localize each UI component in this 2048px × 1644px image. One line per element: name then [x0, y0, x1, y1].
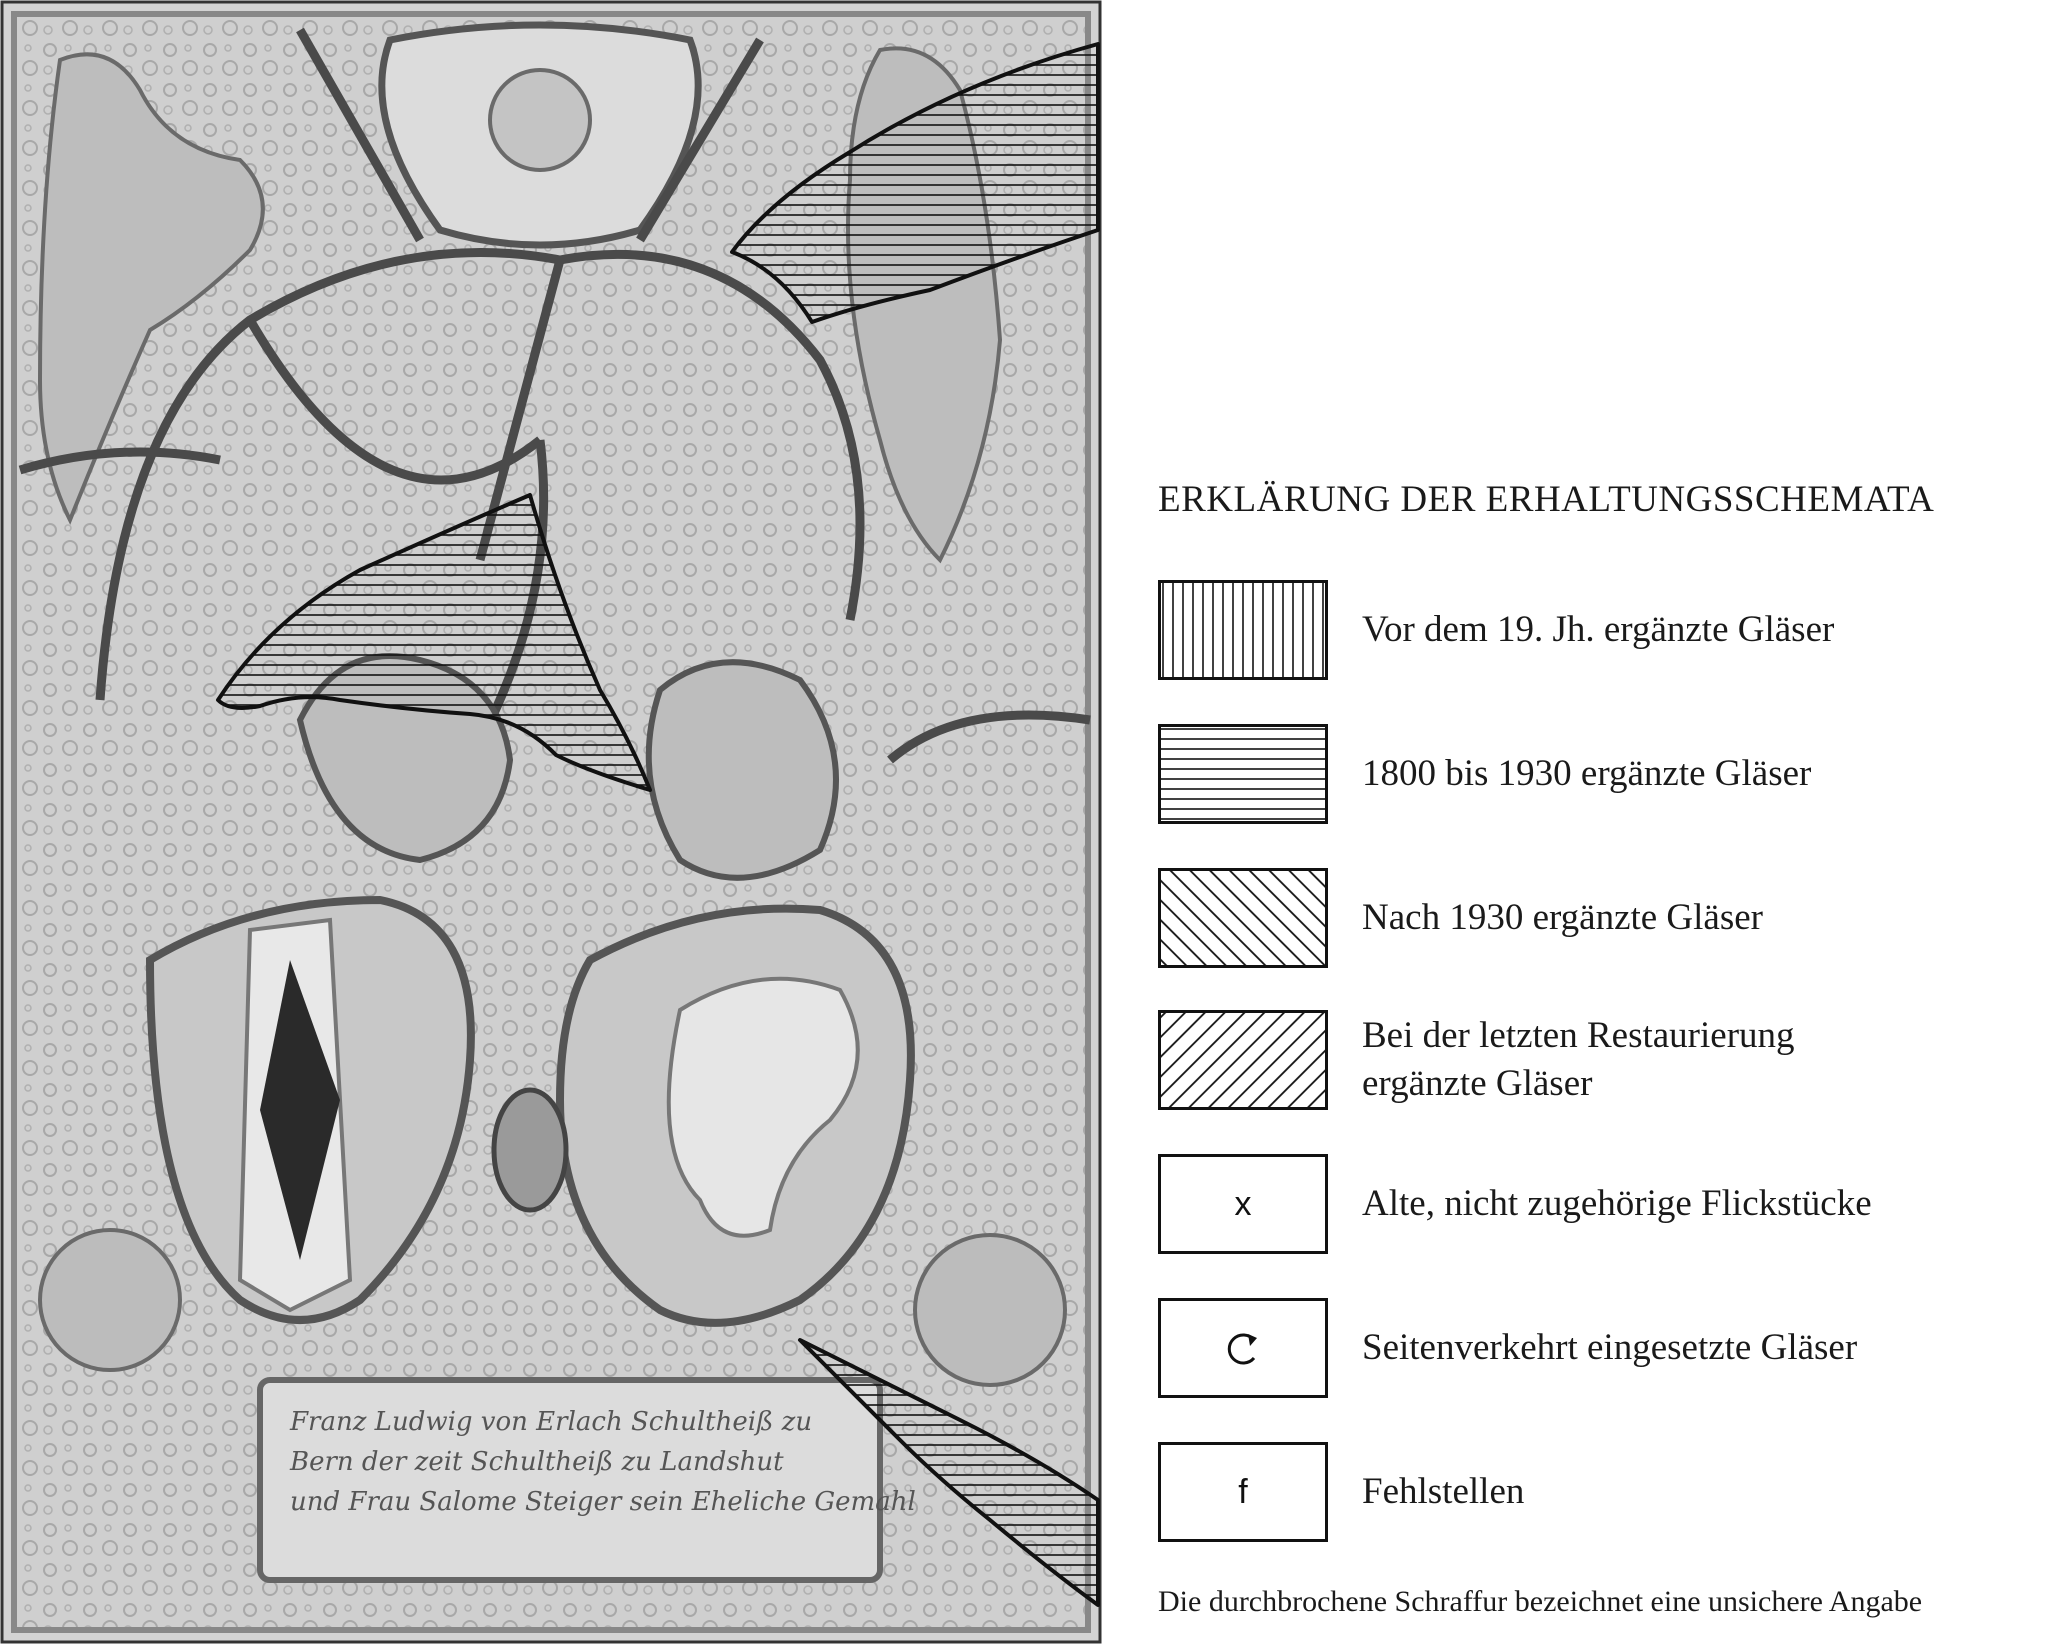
swatch-reversed	[1158, 1298, 1328, 1398]
legend-item-diagonal-slash	[1158, 1010, 2038, 1120]
legend-item-patch	[1158, 1154, 2038, 1264]
legend-label: Fehlstellen	[1362, 1471, 1525, 1512]
legend-item-diagonal-backslash	[1158, 868, 2038, 978]
legend-label-line: Bei der letzten Restaurierung	[1362, 1015, 1795, 1056]
inscription-line: Bern der zeit Schultheiß zu Landshut	[290, 1447, 784, 1477]
legend-label: Vor dem 19. Jh. ergänzte Gläser	[1362, 609, 1835, 650]
x-symbol: x	[1234, 1184, 1252, 1223]
f-symbol: f	[1238, 1472, 1248, 1511]
legend-label: 1800 bis 1930 ergänzte Gläser	[1362, 753, 1812, 794]
legend	[1104, 0, 2048, 1644]
legend-label: Seitenverkehrt eingesetzte Gläser	[1362, 1327, 1858, 1368]
lower-left-cherub	[40, 1230, 180, 1370]
sun-face	[490, 70, 590, 170]
legend-title: ERKLÄRUNG DER ERHALTUNGSSCHEMATA	[1158, 479, 1935, 520]
swatch-missing	[1158, 1442, 1328, 1542]
legend-label: Alte, nicht zugehörige Flickstücke	[1362, 1183, 1872, 1224]
swatch-vertical-hatch	[1158, 580, 1328, 680]
swatch-patch	[1158, 1154, 1328, 1254]
inscription-line: Franz Ludwig von Erlach Schultheiß zu	[290, 1407, 813, 1437]
swatch-diagonal-slash	[1158, 1010, 1328, 1110]
inscription-tablet	[260, 1380, 916, 1580]
swatch-horizontal-hatch	[1158, 724, 1328, 824]
swatch-diagonal-backslash	[1158, 868, 1328, 968]
inscription-line: und Frau Salome Steiger sein Eheliche Gemahl	[290, 1487, 916, 1517]
legend-label-line: ergänzte Gläser	[1362, 1063, 1593, 1104]
legend-label: Nach 1930 ergänzte Gläser	[1362, 897, 1764, 938]
legend-item-reversed	[1158, 1298, 2038, 1408]
lower-right-cherub	[915, 1235, 1065, 1385]
legend-item-missing	[1158, 1442, 2038, 1552]
legend-item-vertical-hatch	[1158, 580, 2038, 690]
legend-label-multiline	[1362, 1012, 1795, 1108]
center-vase	[494, 1090, 566, 1210]
legend-item-horizontal-hatch	[1158, 724, 2038, 834]
legend-footnote: Die durchbrochene Schraffur bezeichnet eine unsichere Angabe	[1158, 1585, 1923, 1618]
